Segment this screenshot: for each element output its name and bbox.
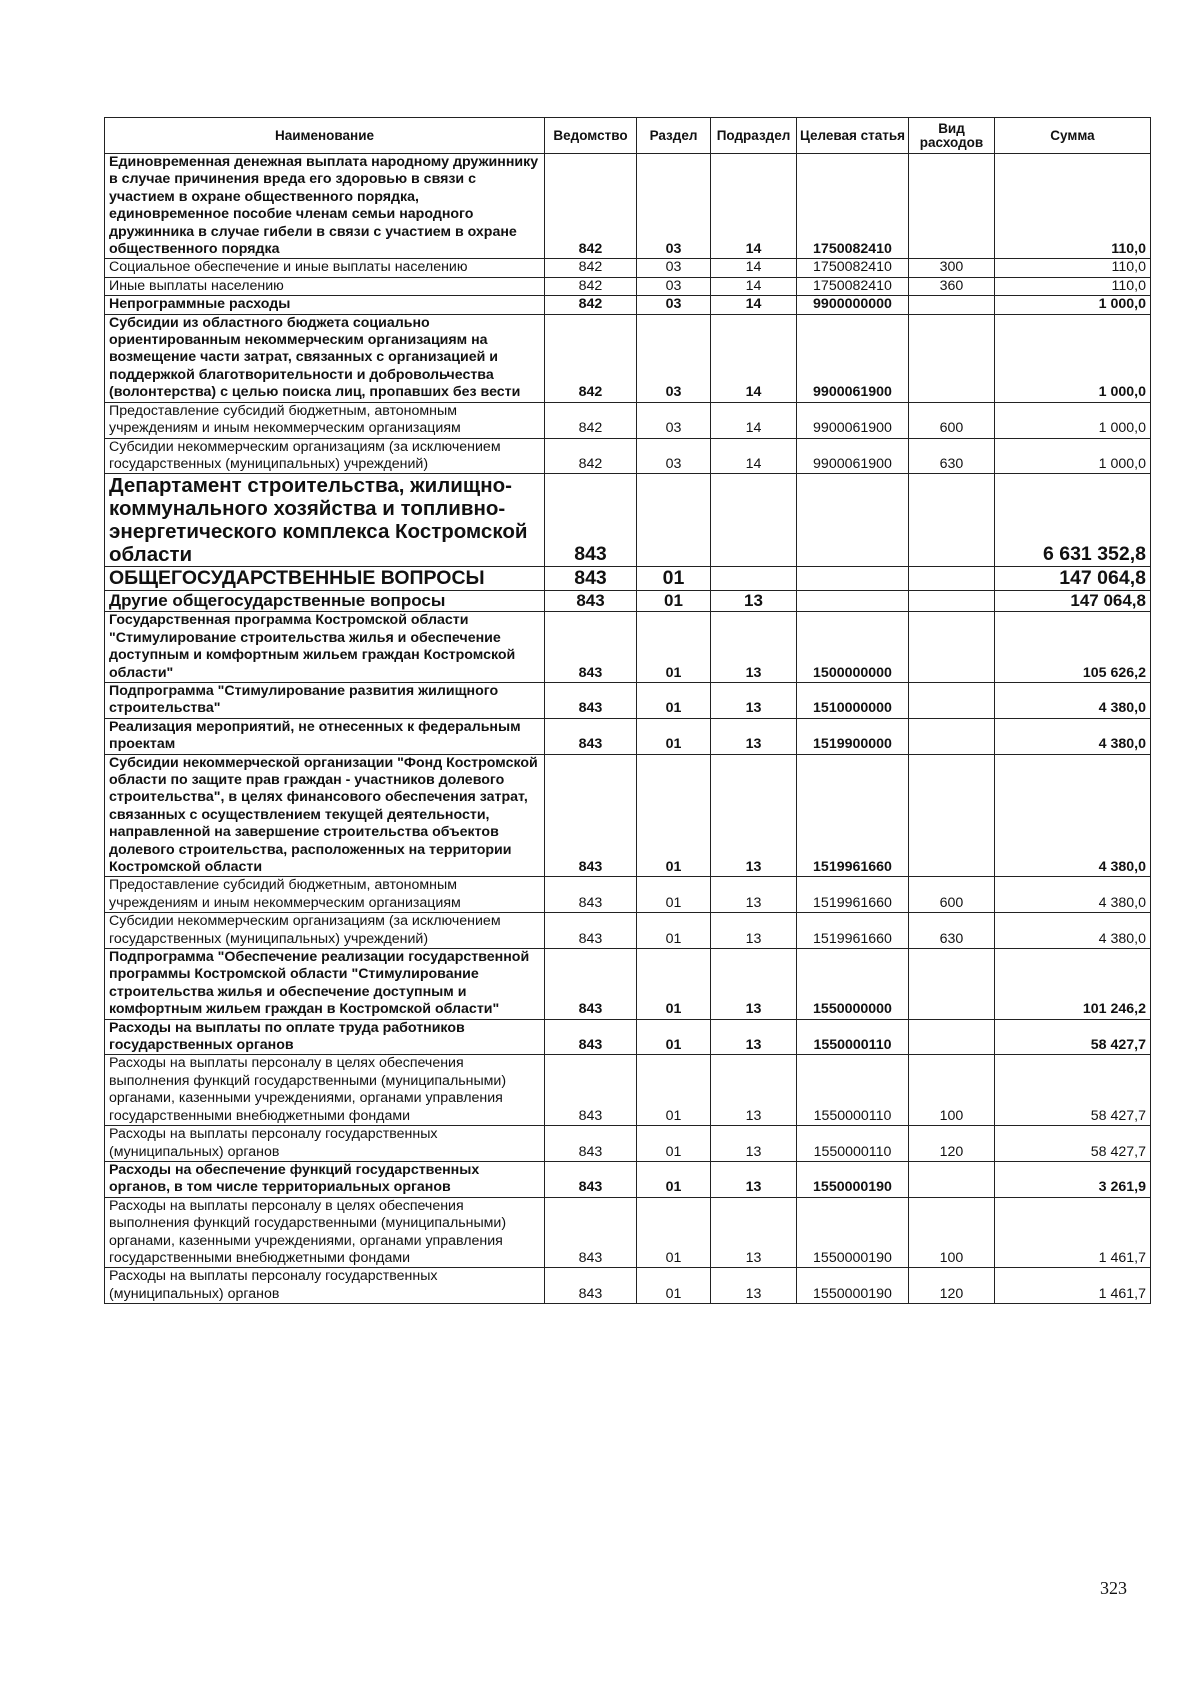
row-amount: 4 380,0 — [995, 718, 1151, 754]
row-target — [797, 567, 909, 591]
row-name: Социальное обеспечение и иные выплаты населению — [105, 259, 545, 277]
row-target: 1750082410 — [797, 154, 909, 259]
row-section — [637, 474, 711, 567]
row-type — [909, 1019, 995, 1055]
row-subsection: 13 — [711, 1197, 797, 1268]
row-name: Субсидии некоммерческим организациям (за исключением государственных (муниципальных) учреждений) — [105, 913, 545, 949]
row-section: 01 — [637, 612, 711, 683]
row-section: 01 — [637, 754, 711, 877]
table-row — [105, 1268, 1151, 1304]
row-subsection: 13 — [711, 1161, 797, 1197]
row-amount: 6 631 352,8 — [995, 474, 1151, 567]
row-section: 01 — [637, 718, 711, 754]
row-name: Подпрограмма "Обеспечение реализации государственной программы Костромской области "Стимулирование строительства жилья и обеспечение доступным и комфортным жильем граждан в Костромской области" — [105, 949, 545, 1020]
row-dept: 843 — [545, 913, 637, 949]
row-amount: 58 427,7 — [995, 1055, 1151, 1126]
header-dept: Ведомство — [545, 118, 637, 154]
row-subsection: 13 — [711, 754, 797, 877]
row-subsection: 14 — [711, 438, 797, 474]
row-name: Расходы на выплаты персоналу в целях обеспечения выполнения функций государственными (муниципальными) органами, казенными учреждениями, органами управления государственными внебюджетными фондами — [105, 1197, 545, 1268]
row-type — [909, 754, 995, 877]
row-target: 1550000190 — [797, 1161, 909, 1197]
table-row — [105, 1055, 1151, 1126]
row-name: Расходы на выплаты персоналу в целях обеспечения выполнения функций государственными (муниципальными) органами, казенными учреждениями, органами управления государственными внебюджетными фондами — [105, 1055, 545, 1126]
row-target: 1519900000 — [797, 718, 909, 754]
row-target: 1500000000 — [797, 612, 909, 683]
row-dept: 842 — [545, 296, 637, 314]
table-row — [105, 1197, 1151, 1268]
row-name: Другие общегосударственные вопросы — [105, 591, 545, 612]
row-amount: 1 000,0 — [995, 296, 1151, 314]
row-subsection: 14 — [711, 296, 797, 314]
table-body — [105, 154, 1151, 1304]
row-dept: 843 — [545, 1161, 637, 1197]
row-type: 600 — [909, 402, 995, 438]
row-subsection: 14 — [711, 259, 797, 277]
row-amount: 58 427,7 — [995, 1019, 1151, 1055]
row-type — [909, 296, 995, 314]
row-amount: 4 380,0 — [995, 877, 1151, 913]
row-dept: 842 — [545, 438, 637, 474]
row-subsection — [711, 567, 797, 591]
row-type: 630 — [909, 913, 995, 949]
row-section: 01 — [637, 1019, 711, 1055]
row-subsection: 13 — [711, 1268, 797, 1304]
row-type — [909, 1161, 995, 1197]
row-subsection: 13 — [711, 1019, 797, 1055]
row-target: 9900061900 — [797, 314, 909, 402]
table-row — [105, 718, 1151, 754]
row-dept: 842 — [545, 402, 637, 438]
table-row — [105, 682, 1151, 718]
row-section: 01 — [637, 1197, 711, 1268]
row-target: 1550000190 — [797, 1268, 909, 1304]
row-amount: 4 380,0 — [995, 913, 1151, 949]
row-subsection: 14 — [711, 402, 797, 438]
row-subsection: 14 — [711, 154, 797, 259]
row-dept: 843 — [545, 682, 637, 718]
row-target — [797, 591, 909, 612]
row-name: Единовременная денежная выплата народному дружиннику в случае причинения вреда его здоровью в связи с участием в охране общественного порядка, единовременное пособие членам семьи народного дружинника в случае гибели в связи с участием в охране общественного порядка — [105, 154, 545, 259]
row-dept: 843 — [545, 591, 637, 612]
row-subsection: 13 — [711, 949, 797, 1020]
row-amount: 105 626,2 — [995, 612, 1151, 683]
row-amount: 1 000,0 — [995, 438, 1151, 474]
row-type — [909, 612, 995, 683]
row-section: 03 — [637, 277, 711, 295]
table-row — [105, 612, 1151, 683]
row-section: 03 — [637, 402, 711, 438]
header-name: Наименование — [105, 118, 545, 154]
table-row — [105, 277, 1151, 295]
row-target: 1510000000 — [797, 682, 909, 718]
row-type — [909, 567, 995, 591]
table-header-row — [105, 118, 1151, 154]
row-dept: 843 — [545, 612, 637, 683]
row-subsection: 13 — [711, 1055, 797, 1126]
row-target: 1550000110 — [797, 1126, 909, 1162]
row-amount: 1 461,7 — [995, 1268, 1151, 1304]
row-section: 01 — [637, 1268, 711, 1304]
row-amount: 4 380,0 — [995, 754, 1151, 877]
row-type: 120 — [909, 1126, 995, 1162]
row-amount: 147 064,8 — [995, 567, 1151, 591]
row-name: Департамент строительства, жилищно-коммунального хозяйства и топливно-энергетического комплекса Костромской области — [105, 474, 545, 567]
row-subsection: 14 — [711, 277, 797, 295]
row-type: 300 — [909, 259, 995, 277]
row-dept: 842 — [545, 154, 637, 259]
row-target: 1550000110 — [797, 1055, 909, 1126]
row-type: 120 — [909, 1268, 995, 1304]
header-section: Раздел — [637, 118, 711, 154]
row-section: 03 — [637, 296, 711, 314]
row-name: Подпрограмма "Стимулирование развития жилищного строительства" — [105, 682, 545, 718]
row-dept: 842 — [545, 259, 637, 277]
table-row — [105, 877, 1151, 913]
row-type: 360 — [909, 277, 995, 295]
row-dept: 843 — [545, 567, 637, 591]
row-name: ОБЩЕГОСУДАРСТВЕННЫЕ ВОПРОСЫ — [105, 567, 545, 591]
row-subsection: 13 — [711, 682, 797, 718]
row-type — [909, 949, 995, 1020]
row-subsection: 13 — [711, 718, 797, 754]
row-section: 03 — [637, 314, 711, 402]
row-section: 01 — [637, 682, 711, 718]
row-section: 01 — [637, 913, 711, 949]
row-name: Субсидии из областного бюджета социально ориентированным некоммерческим организациям на возмещение части затрат, связанных с организацией и поддержкой благотворительности и добровольчества (волонтерства) с целью поиска лиц, пропавших без вести — [105, 314, 545, 402]
table-row — [105, 949, 1151, 1020]
row-amount: 4 380,0 — [995, 682, 1151, 718]
row-name: Расходы на выплаты персоналу государственных (муниципальных) органов — [105, 1268, 545, 1304]
row-amount: 58 427,7 — [995, 1126, 1151, 1162]
row-type: 600 — [909, 877, 995, 913]
row-target: 9900061900 — [797, 402, 909, 438]
row-dept: 843 — [545, 877, 637, 913]
row-type: 100 — [909, 1055, 995, 1126]
row-subsection: 14 — [711, 314, 797, 402]
row-type — [909, 474, 995, 567]
row-amount: 1 000,0 — [995, 314, 1151, 402]
table-row — [105, 154, 1151, 259]
row-subsection — [711, 474, 797, 567]
row-amount: 1 000,0 — [995, 402, 1151, 438]
row-name: Расходы на выплаты по оплате труда работников государственных органов — [105, 1019, 545, 1055]
table-row — [105, 1126, 1151, 1162]
row-target: 1519961660 — [797, 877, 909, 913]
table-row — [105, 438, 1151, 474]
row-type — [909, 591, 995, 612]
row-target: 1550000000 — [797, 949, 909, 1020]
row-subsection: 13 — [711, 913, 797, 949]
row-type — [909, 314, 995, 402]
row-target: 9900061900 — [797, 438, 909, 474]
header-type: Вид расходов — [909, 118, 995, 154]
header-subsection: Подраздел — [711, 118, 797, 154]
row-dept: 843 — [545, 1055, 637, 1126]
row-amount: 3 261,9 — [995, 1161, 1151, 1197]
row-amount: 1 461,7 — [995, 1197, 1151, 1268]
row-section: 01 — [637, 1161, 711, 1197]
row-type — [909, 154, 995, 259]
header-amount: Сумма — [995, 118, 1151, 154]
row-amount: 110,0 — [995, 154, 1151, 259]
table-row — [105, 1161, 1151, 1197]
row-section: 03 — [637, 259, 711, 277]
row-dept: 843 — [545, 754, 637, 877]
row-subsection: 13 — [711, 612, 797, 683]
table-row — [105, 314, 1151, 402]
row-target — [797, 474, 909, 567]
row-name: Расходы на обеспечение функций государственных органов, в том числе территориальных органов — [105, 1161, 545, 1197]
row-name: Непрограммные расходы — [105, 296, 545, 314]
table-row-section — [105, 567, 1151, 591]
row-target: 9900000000 — [797, 296, 909, 314]
row-section: 01 — [637, 567, 711, 591]
row-section: 01 — [637, 949, 711, 1020]
row-section: 03 — [637, 154, 711, 259]
row-dept: 843 — [545, 718, 637, 754]
row-dept: 843 — [545, 949, 637, 1020]
row-amount: 110,0 — [995, 277, 1151, 295]
table-row — [105, 259, 1151, 277]
row-section: 01 — [637, 591, 711, 612]
table-row-subsection — [105, 591, 1151, 612]
page-number: 323 — [1100, 1578, 1127, 1598]
row-dept: 843 — [545, 1268, 637, 1304]
row-section: 01 — [637, 877, 711, 913]
table-row — [105, 296, 1151, 314]
row-type: 630 — [909, 438, 995, 474]
row-name: Государственная программа Костромской области "Стимулирование строительства жилья и обеспечение доступным и комфортным жильем граждан Костромской области" — [105, 612, 545, 683]
row-target: 1519961660 — [797, 913, 909, 949]
row-target: 1750082410 — [797, 277, 909, 295]
row-amount: 110,0 — [995, 259, 1151, 277]
header-target: Целевая статья — [797, 118, 909, 154]
row-target: 1519961660 — [797, 754, 909, 877]
row-dept: 842 — [545, 314, 637, 402]
row-subsection: 13 — [711, 1126, 797, 1162]
table-row-department — [105, 474, 1151, 567]
row-dept: 843 — [545, 1197, 637, 1268]
budget-table — [104, 117, 1151, 1304]
row-amount: 101 246,2 — [995, 949, 1151, 1020]
row-name: Расходы на выплаты персоналу государственных (муниципальных) органов — [105, 1126, 545, 1162]
row-section: 01 — [637, 1055, 711, 1126]
row-type — [909, 682, 995, 718]
row-dept: 843 — [545, 1019, 637, 1055]
row-subsection: 13 — [711, 877, 797, 913]
row-amount: 147 064,8 — [995, 591, 1151, 612]
row-name: Реализация мероприятий, не отнесенных к федеральным проектам — [105, 718, 545, 754]
row-name: Субсидии некоммерческой организации "Фонд Костромской области по защите прав граждан - участников долевого строительства", в целях финансового обеспечения затрат, связанных с осуществлением текущей деятельности, направленной на завершение строительства объектов долевого строительства, расположенных на территории Костромской области — [105, 754, 545, 877]
row-name: Предоставление субсидий бюджетным, автономным учреждениям и иным некоммерческим организациям — [105, 402, 545, 438]
budget-sheet — [104, 117, 1150, 1304]
row-section: 03 — [637, 438, 711, 474]
row-name: Субсидии некоммерческим организациям (за исключением государственных (муниципальных) учреждений) — [105, 438, 545, 474]
table-row — [105, 754, 1151, 877]
row-name: Иные выплаты населению — [105, 277, 545, 295]
row-subsection: 13 — [711, 591, 797, 612]
row-dept: 843 — [545, 474, 637, 567]
table-row — [105, 913, 1151, 949]
row-dept: 843 — [545, 1126, 637, 1162]
row-type — [909, 718, 995, 754]
table-row — [105, 402, 1151, 438]
row-target: 1550000190 — [797, 1197, 909, 1268]
row-name: Предоставление субсидий бюджетным, автономным учреждениям и иным некоммерческим организациям — [105, 877, 545, 913]
row-type: 100 — [909, 1197, 995, 1268]
row-target: 1550000110 — [797, 1019, 909, 1055]
row-target: 1750082410 — [797, 259, 909, 277]
row-section: 01 — [637, 1126, 711, 1162]
table-row — [105, 1019, 1151, 1055]
row-dept: 842 — [545, 277, 637, 295]
